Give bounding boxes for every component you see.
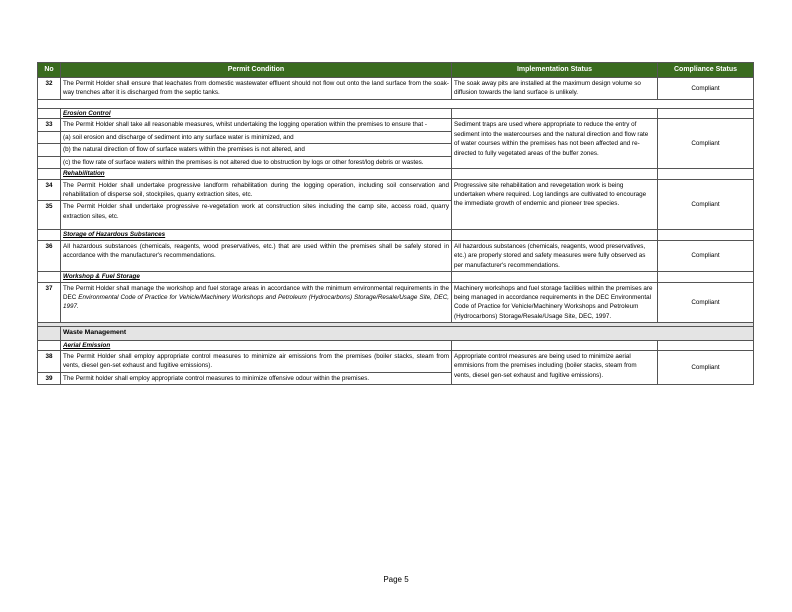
header-no: No [38, 63, 61, 78]
condition-cell: The Permit Holder shall ensure that leachates from domestic wastewater effluent should not flow out onto the land surface from the soak-way trenches after it is discharged from the septic tanks. [61, 78, 452, 100]
status-cell: All hazardous substances (chemicals, reagents, wood preservatives, etc.) are properly stored and safety measures were fully observed as per manufacturer's recommendations. [452, 240, 658, 271]
compliance-cell: Compliant [658, 119, 754, 169]
compliance-cell: Compliant [658, 350, 754, 384]
compliance-cell: Compliant [658, 240, 754, 271]
compliance-cell: Compliant [658, 282, 754, 323]
permit-conditions-table [37, 62, 754, 385]
row-number: 32 [38, 78, 61, 100]
waste-management-heading: Waste Management [61, 327, 754, 340]
row-number: 39 [38, 372, 61, 384]
row-number: 34 [38, 179, 61, 201]
table-row [38, 350, 754, 372]
table-row [38, 240, 754, 271]
status-cell: Sediment traps are used where appropriate to reduce the entry of sediment into the watercourses and the natural direction and flow rate of water courses within the premises has not been affected and re-directed to fully vegetated areas of the buffer zones. [452, 119, 658, 169]
condition-cell: The Permit Holder shall employ appropriate control measures to minimize air emissions from the premises (boiler stacks, steam from vents, diesel gen-set exhaust and fugitive emissions). [61, 350, 452, 372]
section-heading-row [38, 230, 754, 240]
condition-sub-item: (b) the natural direction of flow of surface waters within the premises is not altered, and [61, 144, 452, 156]
section-heading: Erosion Control [61, 108, 452, 118]
row-number: 35 [38, 201, 61, 230]
page-number: Page 5 [383, 575, 409, 584]
compliance-cell: Compliant [658, 78, 754, 100]
header-row [38, 63, 754, 78]
condition-cell [61, 282, 452, 323]
condition-cell: All hazardous substances (chemicals, reagents, wood preservatives, etc.) that are used within the premises shall be safely stored in accordance with the manufacturer's recommendations. [61, 240, 452, 271]
condition-sub-item: (c) the flow rate of surface waters within the premises is not altered due to obstruction by logs or other forest/log debris or wastes. [61, 156, 452, 168]
section-heading-row [38, 169, 754, 179]
header-compliance: Compliance Status [658, 63, 754, 78]
section-heading: Storage of Hazardous Substances [61, 230, 452, 240]
status-cell: Appropriate control measures are being used to minimize aerial emmisions from the premises including (boiler stacks, steam from vents, diesel gen-set exhaust and fugitive emissions). [452, 350, 658, 384]
header-condition: Permit Condition [61, 63, 452, 78]
condition-cell: The Permit Holder shall undertake progressive re-vegetation work at construction sites including the camp site, access road, quarry extraction sites, etc. [61, 201, 452, 230]
header-status: Implementation Status [452, 63, 658, 78]
row-number: 37 [38, 282, 61, 323]
status-cell: The soak away pits are installed at the maximum design volume so diffusion towards the land surface is unlikely. [452, 78, 658, 100]
row-number: 36 [38, 240, 61, 271]
table-row [38, 282, 754, 323]
condition-text: The Permit Holder shall manage the workshop and fuel storage areas in accordance with the minimum environmental requirements in the DEC [63, 284, 449, 301]
row-number: 38 [38, 350, 61, 372]
section-heading: Rehabilitation [61, 169, 452, 179]
compliance-cell: Compliant [658, 179, 754, 230]
section-heading: Aerial Emission [61, 340, 452, 350]
section-heading-row [38, 327, 754, 340]
status-cell: Machinery workshops and fuel storage facilities within the premises are being managed in accordance requirements in the DEC Environmental Code of Practice for Vehicle/Machinery Workshops and Petroleum (Hydrocarbons) Storage/Resale/Usage Site, DEC, 1997. [452, 282, 658, 323]
condition-cell: The Permit Holder shall undertake progressive landform rehabilitation during the logging operation, including soil conservation and rehabilitation of disperse soil, stockpiles, quarry extraction sites, etc. [61, 179, 452, 201]
status-cell: Progressive site rehabilitation and revegetation work is being undertaken where required. Log landings are cultivated to encourage the immediate growth of endemic and pioneer tree species. [452, 179, 658, 230]
code-of-practice-title: Environmental Code of Practice for Vehicle/Machinery Workshops and Petroleum (Hydrocarbons) Storage/Resale/Usage Site, DEC, 1997. [63, 294, 450, 311]
table-row [38, 78, 754, 100]
table-row [38, 119, 754, 131]
condition-sub-item: (a) soil erosion and discharge of sediment into any surface water is minimized, and [61, 131, 452, 143]
condition-cell: The Permit Holder shall take all reasonable measures, whilst undertaking the logging operation within the premises to ensure that - [61, 119, 452, 131]
section-heading-row [38, 108, 754, 118]
condition-cell: The Permit holder shall employ appropriate control measures to minimize offensive odour within the premises. [61, 372, 452, 384]
row-number: 33 [38, 119, 61, 131]
section-heading: Workshop & Fuel Storage [61, 272, 452, 282]
table-row [38, 179, 754, 201]
section-heading-row [38, 272, 754, 282]
section-heading-row [38, 340, 754, 350]
